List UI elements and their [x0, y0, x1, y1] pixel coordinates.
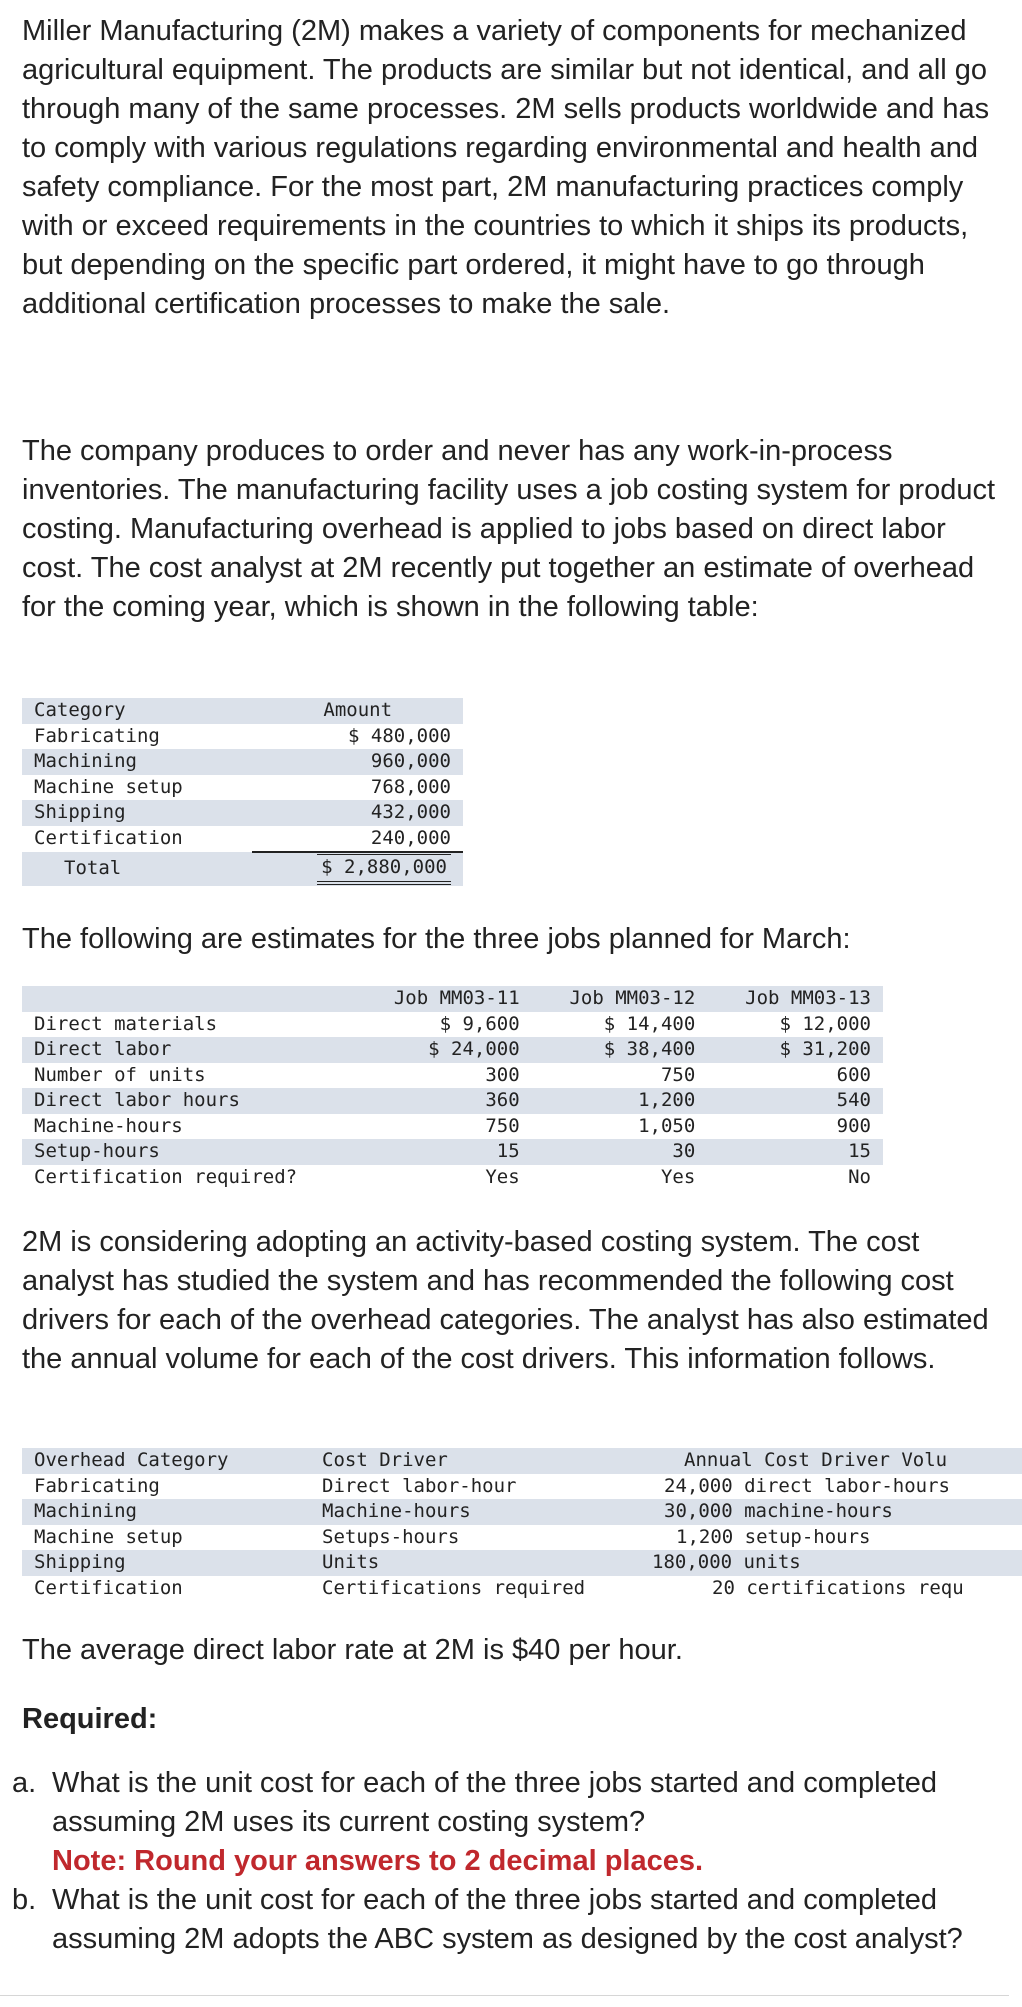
cell: $ 9,600	[439, 1012, 520, 1035]
cell: $ 12,000	[779, 1012, 871, 1035]
cell: Yes	[485, 1165, 520, 1188]
row-label: Direct labor hours	[22, 1088, 356, 1114]
amount-cell: 960,000	[252, 749, 463, 775]
cell: Machine-hours	[310, 1499, 604, 1525]
category-cell: Machining	[22, 749, 252, 775]
cell: 900	[836, 1114, 871, 1137]
table-row	[22, 1114, 883, 1140]
question-a	[12, 1764, 1002, 1881]
cell: No	[848, 1165, 871, 1188]
question-b	[12, 1881, 1002, 1995]
row-label: Machine setup	[34, 1525, 183, 1548]
table-row	[22, 1525, 1022, 1551]
amount-cell: 432,000	[252, 800, 463, 826]
total-label: Total	[22, 852, 252, 886]
row-label: Machining	[22, 1499, 310, 1525]
cell: 20 certifications requ	[712, 1576, 964, 1599]
column-header-blank	[22, 986, 356, 1012]
cell: 600	[836, 1063, 871, 1086]
row-label: Number of units	[34, 1063, 206, 1086]
cell: Units	[310, 1550, 604, 1576]
cell: 1,050	[638, 1114, 696, 1137]
row-label: Setup-hours	[22, 1139, 356, 1165]
cell: 1,200	[532, 1088, 708, 1114]
column-header-driver: Cost Driver	[310, 1448, 604, 1474]
intro-paragraph: Miller Manufacturing (2M) makes a variety of components for mechanized agricultural equipment. The products are similar but not identical, and all go through many of the same processes. 2M sells products worldwide and has to comply with various regulations regarding environmental and health and safety compliance. For the most part, 2M manufacturing practices comply with or exceed requirements in the countries to which it ships its products, but depending on the specific part ordered, it might have to go through additional certification processes to make the sale.	[22, 15, 990, 320]
total-amount: $ 2,880,000	[317, 854, 451, 885]
table-total-row	[22, 852, 463, 886]
column-header-volume: Annual Cost Driver Volu	[604, 1448, 1022, 1474]
cell: Setups-hours	[322, 1525, 460, 1548]
column-header-job-12: Job MM03-12	[532, 986, 708, 1012]
row-label: Direct labor	[22, 1037, 356, 1063]
question-a-note: Note: Round your answers to 2 decimal places.	[52, 1845, 704, 1877]
cell: 30	[532, 1139, 708, 1165]
table-row	[22, 1139, 883, 1165]
category-cell: Certification	[34, 827, 183, 849]
cell: 180,000 units	[604, 1550, 1022, 1576]
row-label: Certification required?	[34, 1165, 298, 1188]
required-heading: Required:	[22, 1703, 158, 1735]
table-header-row	[22, 986, 883, 1012]
costing-paragraph: The company produces to order and never has any work-in-process inventories. The manufacturing facility uses a job costing system for product costing. Manufacturing overhead is applied to jobs based on direct labor cost. The cost analyst at 2M recently put together an estimate of overhead for the coming year, which is shown in the following table:	[22, 435, 996, 623]
labor-rate-paragraph: The average direct labor rate at 2M is $40 per hour.	[22, 1634, 683, 1666]
row-label: Machine-hours	[34, 1114, 183, 1137]
cost-drivers-table-viewport	[22, 1448, 1001, 1602]
table-row	[22, 1550, 1022, 1576]
cell: Certifications required	[322, 1576, 586, 1599]
cell: $ 14,400	[603, 1012, 696, 1035]
amount-cell: 240,000	[252, 826, 463, 853]
table-row	[22, 1499, 1022, 1525]
table-row	[22, 826, 463, 853]
category-cell: Shipping	[22, 800, 252, 826]
cell: 360	[356, 1088, 532, 1114]
cell: 15	[707, 1139, 883, 1165]
table-row	[22, 1165, 883, 1191]
cell: $ 38,400	[532, 1037, 708, 1063]
row-label: Fabricating	[34, 1474, 160, 1497]
question-a-text: What is the unit cost for each of the three jobs started and completed assuming 2M uses its current costing system?	[52, 1767, 937, 1838]
row-label: Certification	[34, 1576, 183, 1599]
table-row	[22, 1088, 883, 1114]
cell: $ 24,000	[356, 1037, 532, 1063]
table-row	[22, 1576, 1022, 1602]
table-row	[22, 749, 463, 775]
cell: Direct labor-hour	[322, 1474, 517, 1497]
table-row	[22, 1474, 1022, 1500]
table-header-row	[22, 1448, 1022, 1474]
table-row	[22, 800, 463, 826]
column-header-amount: Amount	[252, 698, 463, 724]
question-b-text: What is the unit cost for each of the three jobs started and completed assuming 2M adopts the ABC system as designed by the cost analyst?	[52, 1884, 963, 1955]
table-row	[22, 1063, 883, 1089]
cell: 540	[707, 1088, 883, 1114]
cell: $ 31,200	[707, 1037, 883, 1063]
question-a-label: a.	[12, 1767, 37, 1799]
cost-drivers-table	[22, 1448, 1022, 1601]
question-b-label: b.	[12, 1884, 37, 1916]
table-row	[22, 1012, 883, 1038]
table-row	[22, 1037, 883, 1063]
cell: 24,000 direct labor-hours	[664, 1474, 950, 1497]
column-header-category: Overhead Category	[22, 1448, 310, 1474]
row-label: Shipping	[22, 1550, 310, 1576]
table-row	[22, 724, 463, 750]
bottom-divider	[0, 1995, 1009, 1996]
jobs-estimate-table	[22, 986, 883, 1190]
category-cell: Machine setup	[34, 775, 183, 798]
cell: 30,000 machine-hours	[604, 1499, 1022, 1525]
table-row	[22, 775, 463, 801]
cell: 15	[356, 1139, 532, 1165]
category-cell: Fabricating	[34, 724, 160, 747]
column-header-category: Category	[22, 698, 252, 724]
cell: Yes	[660, 1165, 696, 1188]
overhead-estimate-table	[22, 698, 463, 886]
table-header-row	[22, 698, 463, 724]
abc-paragraph: 2M is considering adopting an activity-based costing system. The cost analyst has studied the system and has recommended the following cost drivers for each of the overhead categories. The analyst has also estimated the annual volume for each of the cost drivers. This information follows.	[22, 1226, 989, 1375]
cell: 750	[660, 1063, 696, 1086]
row-label: Direct materials	[34, 1012, 218, 1035]
cell: 300	[485, 1063, 520, 1086]
column-header-job-13: Job MM03-13	[707, 986, 883, 1012]
amount-cell: 768,000	[370, 775, 451, 798]
cell: 750	[485, 1114, 520, 1137]
cell: 1,200 setup-hours	[676, 1525, 871, 1548]
jobs-intro-paragraph: The following are estimates for the three jobs planned for March:	[22, 923, 851, 955]
amount-cell: $ 480,000	[348, 724, 451, 747]
column-header-job-11: Job MM03-11	[356, 986, 532, 1012]
